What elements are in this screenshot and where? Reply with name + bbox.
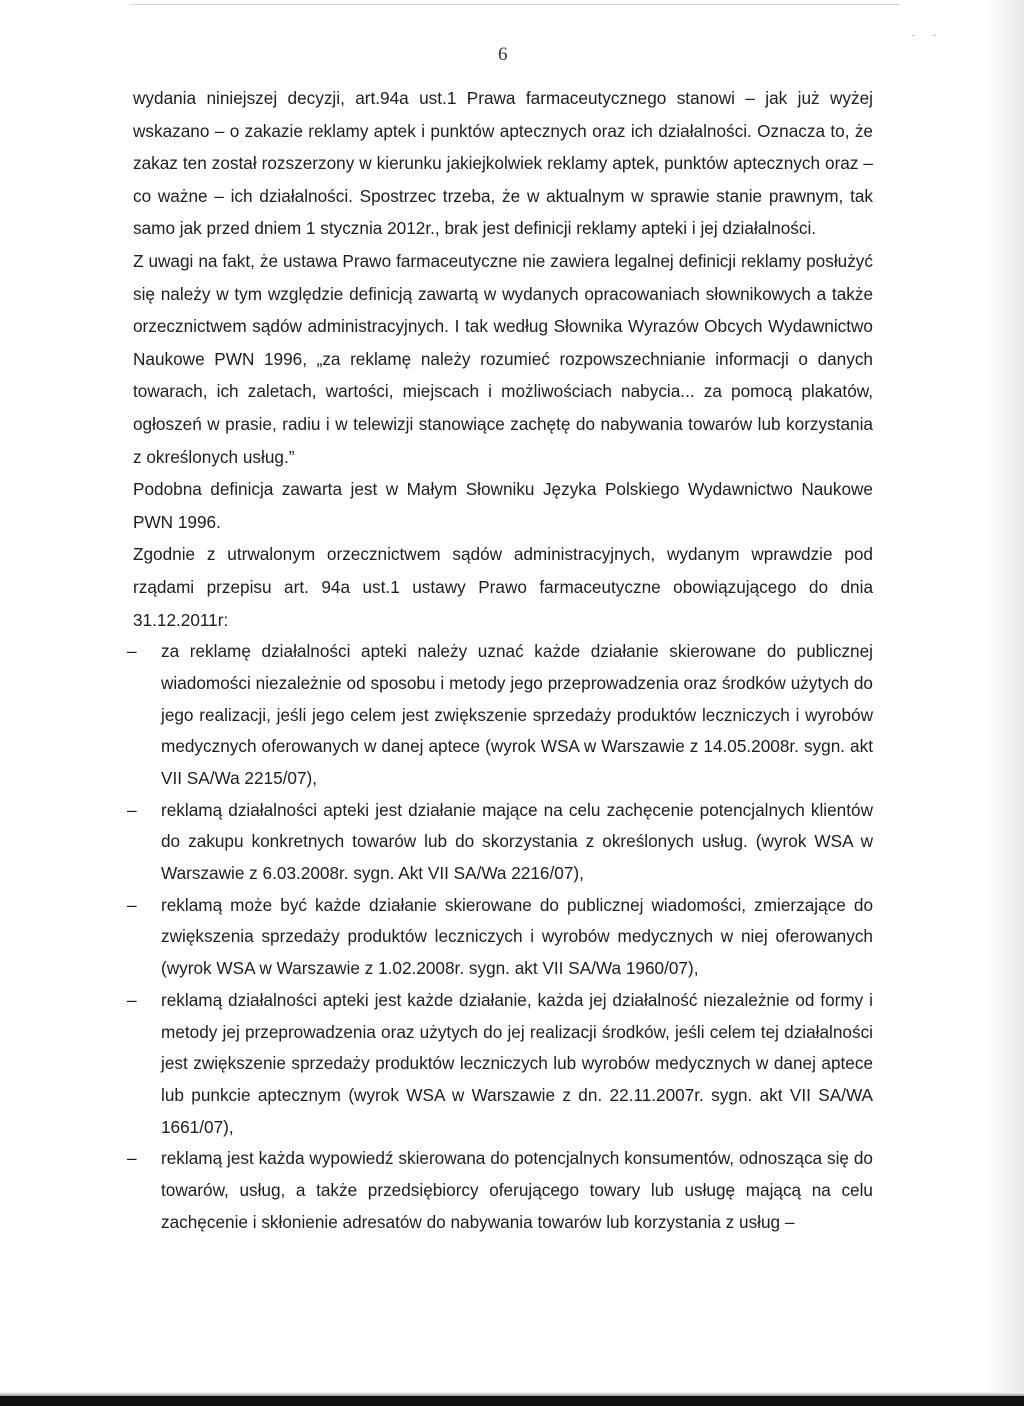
list-item-text: reklamą działalności apteki jest działanie mające na celu zachęcenie potencjalnych klientów do zakupu konkretnych towarów lub do skorzystania z określonych usług. (wyrok WSA w Warszawie z 6.03.2008r. sygn. Akt VII SA/Wa 2216/07), bbox=[161, 799, 873, 884]
list-dash: – bbox=[127, 1148, 137, 1169]
list-item bbox=[127, 985, 873, 1144]
paragraph-similar-definition: Podobna definicja zawarta jest w Małym Słowniku Języka Polskiego Wydawnictwo Naukowe PWN 1996. bbox=[133, 479, 873, 532]
list-dash: – bbox=[127, 641, 137, 662]
list-item bbox=[127, 1143, 873, 1238]
list-item bbox=[127, 890, 873, 985]
scan-specks: ·· bbox=[911, 30, 954, 41]
scan-bottom-border bbox=[0, 1396, 1024, 1406]
scan-top-rule bbox=[130, 4, 900, 5]
paragraph-dictionary-definition: Z uwagi na fakt, że ustawa Prawo farmaceutyczne nie zawiera legalnej definicji reklamy posłużyć się należy w tym względzie definicją zawartą w wydanych opracowaniach słownikowych a także orzecznictwem sądów administracyjnych. I tak według Słownika Wyrazów Obcych Wydawnictwo Naukowe PWN 1996, „za reklamę należy rozumieć rozpowszechnianie informacji o danych towarach, ich zaletach, wartości, miejscach i możliwościach nabycia... za pomocą plakatów, ogłoszeń w prasie, radiu i w telewizji stanowiące zachętę do nabywania towarów lub korzystania z określonych usług.” bbox=[133, 250, 873, 467]
case-law-list bbox=[127, 636, 873, 1238]
list-item-text: reklamą może być każde działanie skierowane do publicznej wiadomości, zmierzające do zwiększenia sprzedaży produktów leczniczych i wyrobów medycznych w niej oferowanych (wyrok WSA w Warszawie z 1.02.2008r. sygn. akt VII SA/Wa 1960/07), bbox=[161, 894, 873, 979]
page-number: 6 bbox=[498, 44, 508, 65]
list-item-text: za reklamę działalności apteki należy uznać każde działanie skierowane do publicznej wiadomości niezależnie od sposobu i metody jego przeprowadzenia oraz środków użytych do jego realizacji, jeśli jego celem jest zwiększenie sprzedaży produktów leczniczych i wyrobów medycznych oferowanych w danej aptece (wyrok WSA w Warszawie z 14.05.2008r. sygn. akt VII SA/Wa 2215/07), bbox=[161, 641, 873, 788]
list-item-text: reklamą działalności apteki jest każde działanie, każda jej działalność niezależnie od formy i metody jej przeprowadzenia oraz użytych do jej realizacji środków, jeśli celem tej działalności jest zwiększenie sprzedaży produktów leczniczych lub wyrobów medycznych w danej aptece lub punkcie aptecznym (wyrok WSA w Warszawie z dn. 22.11.2007r. sygn. akt VII SA/WA 1661/07), bbox=[161, 989, 873, 1137]
paragraph-case-law-intro: Zgodnie z utrwalonym orzecznictwem sądów administracyjnych, wydanym wprawdzie pod rządami przepisu art. 94a ust.1 ustawy Prawo farmaceutyczne obowiązującego do dnia 31.12.2011r: bbox=[133, 544, 873, 630]
list-dash: – bbox=[127, 799, 137, 820]
list-dash: – bbox=[127, 894, 137, 915]
list-item bbox=[127, 795, 873, 890]
paragraph-advertising-ban: wydania niniejszej decyzji, art.94a ust.1 Prawa farmaceutycznego stanowi – jak już wyżej wskazano – o zakazie reklamy aptek i punktów aptecznych oraz ich działalności. Oznacza to, że zakaz ten został rozszerzony w kierunku jakiejkolwiek reklamy aptek, punktów aptecznych oraz – co ważne – ich działalności. Spostrzec trzeba, że w aktualnym w sprawie stanie prawnym, tak samo jak przed dniem 1 stycznia 2012r., brak jest definicji reklamy apteki i jej działalności. bbox=[133, 88, 873, 239]
scan-right-edge-shadow bbox=[984, 0, 1024, 1406]
list-item bbox=[127, 636, 873, 795]
list-item-text: reklamą jest każda wypowiedź skierowana do potencjalnych konsumentów, odnosząca się do towarów, usług, a także przedsiębiorcy oferującego towary lub usługę mającą na celu zachęcenie i skłonienie adresatów do nabywania towarów lub korzystania z usług – bbox=[161, 1148, 873, 1232]
list-dash: – bbox=[127, 989, 137, 1010]
document-body bbox=[127, 82, 873, 1238]
